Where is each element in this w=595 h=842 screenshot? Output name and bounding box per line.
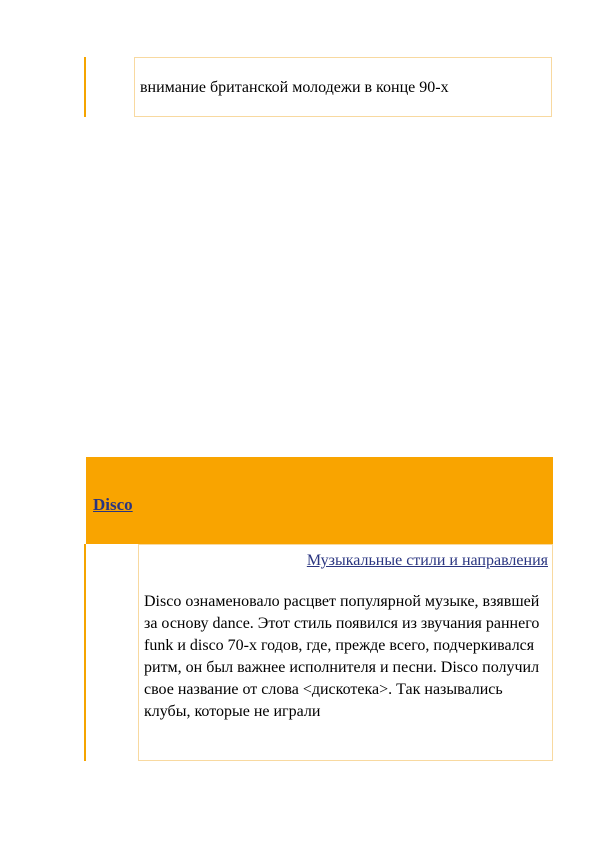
disco-link[interactable]: Disco	[93, 495, 133, 514]
left-rule	[84, 544, 86, 761]
disco-paragraph: Disco ознаменовало расцвет популярной музыке, взявшей за основу dance. Этот стиль появился из звучания раннего funk и disco 70-х годов, где, прежде всего, подчеркивался ритм, он был важнее исполнителя и песни. Disco получил свое название от слова <дискотека>. Так назывались клубы, которые не играли	[144, 593, 540, 720]
header-band	[86, 457, 553, 544]
top-fragment-text: внимание британской молодежи в конце 90-х	[140, 79, 449, 96]
top-left-rule	[84, 57, 86, 117]
music-styles-link[interactable]: Музыкальные стили и направления	[306, 552, 548, 569]
